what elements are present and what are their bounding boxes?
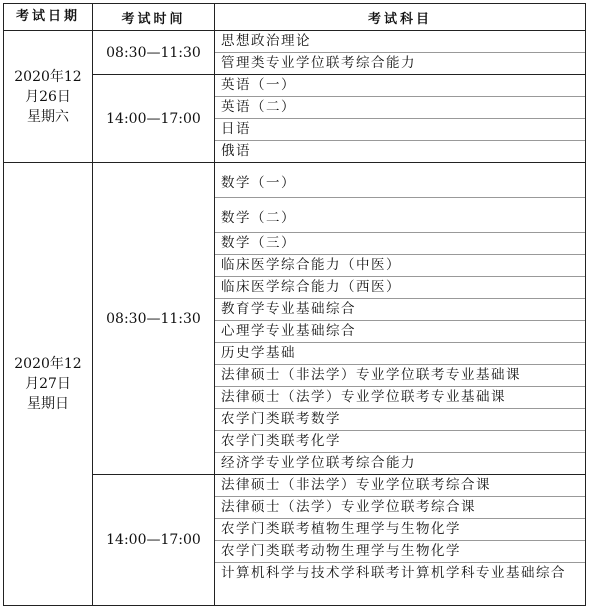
day2-session2-time: 14:00—17:00 bbox=[93, 475, 215, 606]
day2-session1-row bbox=[4, 163, 586, 475]
header-date: 考试日期 bbox=[4, 4, 93, 31]
header-row bbox=[4, 4, 586, 31]
day1-date-line3: 星期六 bbox=[27, 108, 69, 125]
day2-date-line1: 2020年12 bbox=[14, 356, 82, 372]
subject-item: 法律硕士（非法学）专业学位联考综合课 bbox=[221, 477, 491, 493]
day2-session2-subjects bbox=[215, 475, 586, 606]
day1-session2-subjects bbox=[215, 75, 586, 163]
subject-item: 法律硕士（非法学）专业学位联考专业基础课 bbox=[215, 364, 585, 386]
day2-date-cell bbox=[4, 163, 93, 606]
subject-item: 农学门类联考化学 bbox=[215, 430, 585, 452]
subject-item: 临床医学综合能力（西医） bbox=[215, 276, 585, 298]
subject-item: 农学门类联考数学 bbox=[215, 408, 585, 430]
subject-item: 日语 bbox=[215, 118, 585, 140]
subject-item: 农学门类联考动物生理学与生物化学 bbox=[215, 540, 585, 562]
subject-item: 法律硕士（法学）专业学位联考综合课 bbox=[215, 496, 585, 518]
subject-item: 数学（二） bbox=[215, 197, 585, 232]
subject-item: 农学门类联考植物生理学与生物化学 bbox=[215, 518, 585, 540]
day1-date-line1: 2020年12 bbox=[14, 68, 82, 85]
subject-item: 俄语 bbox=[215, 140, 585, 162]
subject-item: 历史学基础 bbox=[215, 342, 585, 364]
subject-item: 思想政治理论 bbox=[221, 33, 311, 49]
subject-item: 临床医学综合能力（中医） bbox=[215, 254, 585, 276]
day1-session1-time: 08:30—11:30 bbox=[93, 31, 215, 75]
subject-item: 英语（一） bbox=[221, 77, 296, 93]
day1-date-line2: 月26日 bbox=[25, 88, 71, 105]
header-time: 考试时间 bbox=[93, 4, 215, 31]
subject-item: 数学（一） bbox=[221, 175, 296, 191]
subject-item: 数学（三） bbox=[215, 232, 585, 254]
subject-item: 教育学专业基础综合 bbox=[215, 298, 585, 320]
day1-date-cell bbox=[4, 31, 93, 163]
subject-item: 经济学专业学位联考综合能力 bbox=[215, 452, 585, 474]
header-subject: 考试科目 bbox=[215, 4, 586, 31]
day2-date-line2: 月27日 bbox=[25, 376, 71, 392]
day1-session1-row bbox=[4, 31, 586, 75]
day2-session1-time: 08:30—11:30 bbox=[93, 163, 215, 475]
day2-date-line3: 星期日 bbox=[27, 396, 69, 412]
day1-session1-subjects bbox=[215, 31, 586, 75]
exam-schedule-table bbox=[3, 3, 586, 606]
subject-item: 计算机科学与技术学科联考计算机学科专业基础综合 bbox=[215, 562, 585, 605]
subject-item: 英语（二） bbox=[215, 96, 585, 118]
subject-item: 法律硕士（法学）专业学位联考专业基础课 bbox=[215, 386, 585, 408]
subject-item: 管理类专业学位联考综合能力 bbox=[215, 52, 585, 74]
subject-item: 心理学专业基础综合 bbox=[215, 320, 585, 342]
day2-session1-subjects bbox=[215, 163, 586, 475]
day1-session2-time: 14:00—17:00 bbox=[93, 75, 215, 163]
